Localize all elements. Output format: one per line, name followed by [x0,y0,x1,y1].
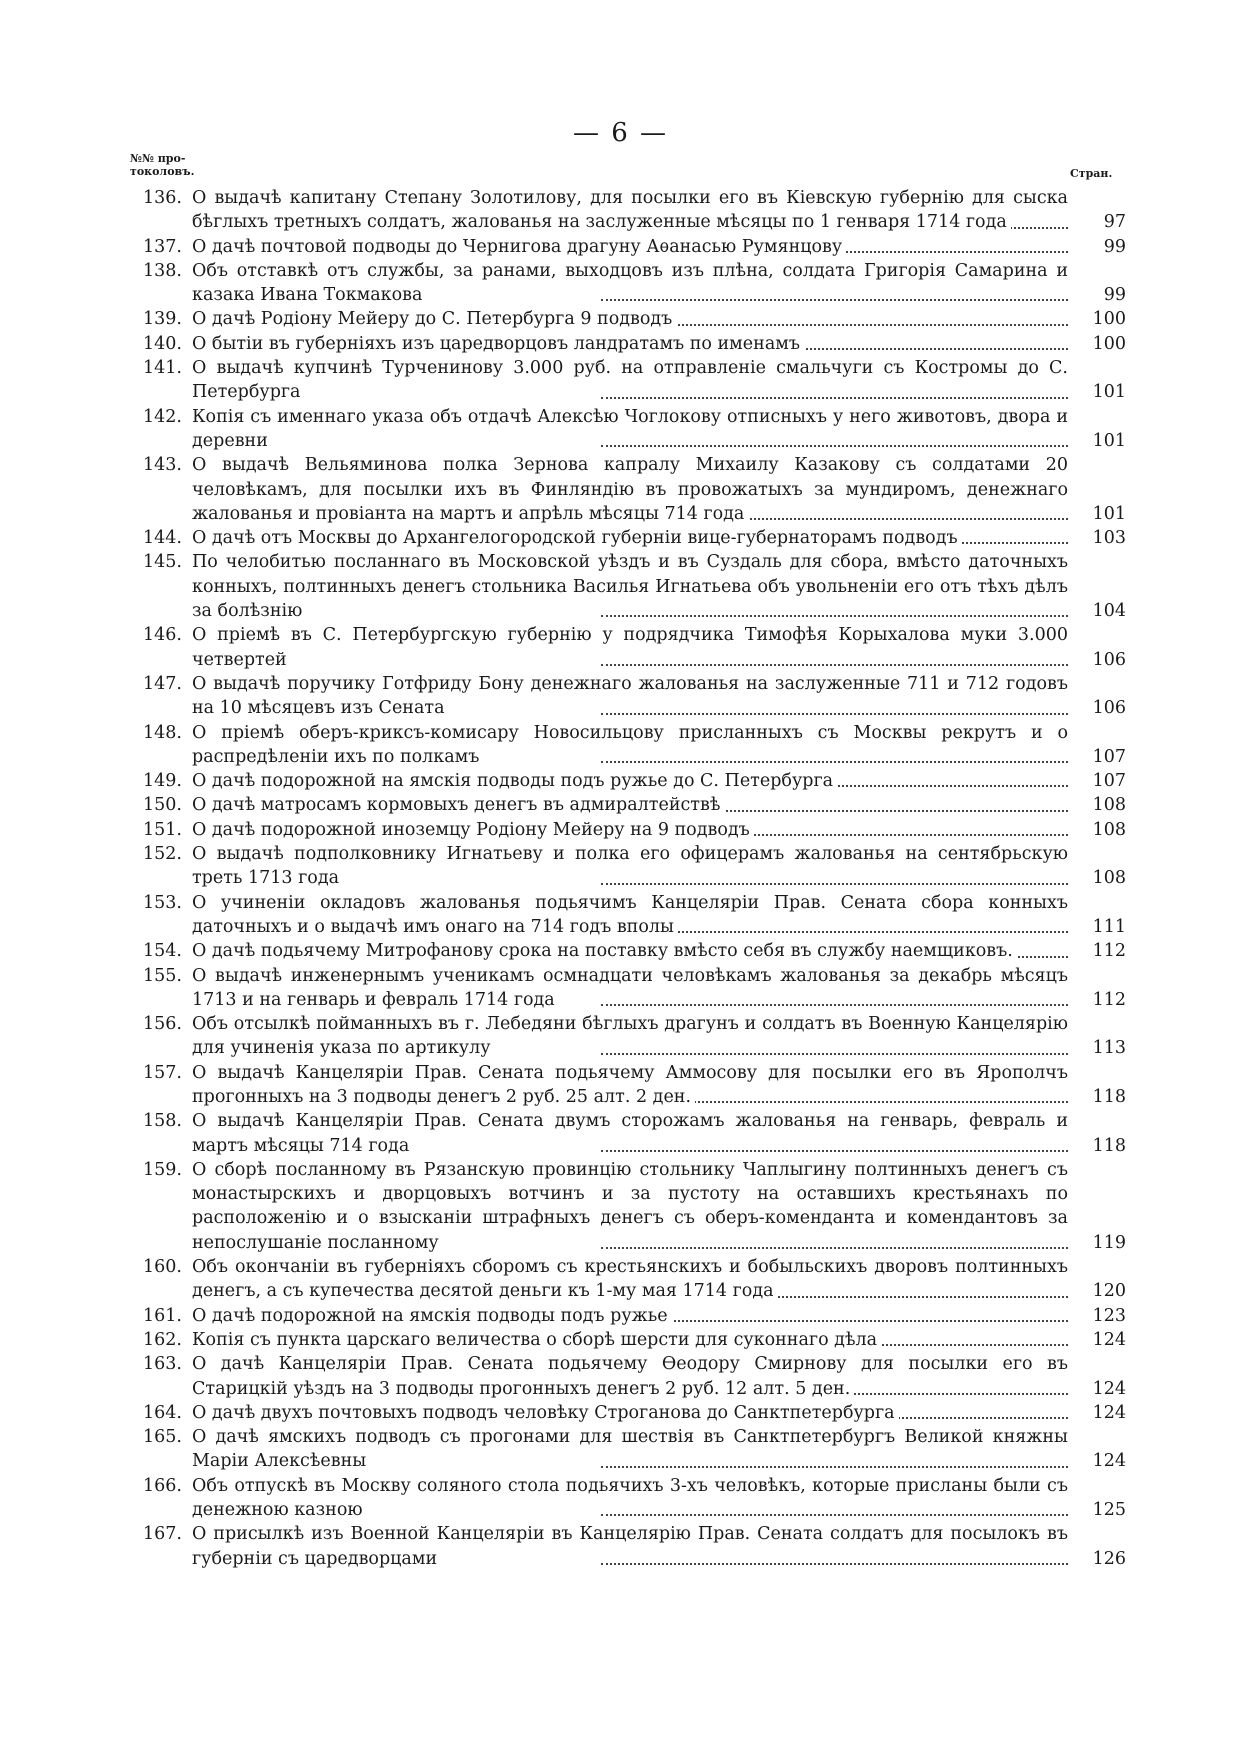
entry-body [192,891,1126,940]
entry-text: О дачѣ подьячему Митрофанову срока на поставку вмѣсто себя въ службу наемщиковъ. [192,941,1017,961]
entry-body [192,550,1126,623]
toc-entry [130,307,1126,331]
entry-number: 167. [143,1524,182,1545]
entry-body [192,356,1126,405]
toc-entry [130,1401,1126,1425]
entry-number: 155. [143,965,182,986]
entry-text: По челобитью посланнаго въ Московской уѣздъ и въ Суздаль для сбора, вмѣсто даточныхъ конныхъ, полтинныхъ денегъ стольника Василья Игнатьева объ увольненіи его отъ тѣхъ дѣлъ за болѣзнію [192,552,1068,622]
entry-body [192,1158,1126,1255]
toc-entry [130,1255,1126,1304]
entry-text: О выдачѣ поручику Готфриду Бону денежнаго жалованья на заслуженные 711 и 712 годовъ на 10 мѣсяцевъ изъ Сената [192,673,1068,719]
entry-body [192,259,1126,308]
entry-number: 139. [143,309,182,330]
entry-page: 99 [1072,283,1126,307]
toc-entry [130,332,1126,356]
page-number: — 6 — [572,118,669,148]
entry-number: 140. [143,333,182,354]
entry-text: Объ отпускѣ въ Москву соляного стола подьячихъ 3-хъ человѣкъ, которые присланы были съ денежною казною [192,1475,1068,1521]
entry-page: 112 [1072,988,1126,1012]
entry-page: 124 [1072,1328,1126,1352]
entry-page: 113 [1072,1036,1126,1060]
entry-text: О присылкѣ изъ Военной Канцеляріи въ Канцелярію Прав. Сената солдатъ для посылокъ въ губерніи съ царедворцами [192,1524,1068,1569]
entry-page: 99 [1072,235,1126,259]
entry-number: 142. [143,406,182,427]
entry-body [192,1474,1126,1523]
entry-text: О дачѣ почтовой подводы до Чернигова драгуну Аѳанасью Румянцову [192,237,846,257]
entry-number: 160. [143,1257,182,1278]
entry-number: 151. [143,819,182,840]
entry-number: 164. [143,1402,182,1423]
entry-body [192,1304,1126,1328]
entry-number: 166. [143,1475,182,1496]
entry-body [192,1109,1126,1158]
toc-entry [130,453,1126,526]
entry-number: 144. [143,528,182,549]
entry-page: 101 [1072,380,1126,404]
entry-text: О дачѣ подорожной на ямскія подводы подъ ружье до С. Петербурга [192,771,837,791]
page-column-header: Стран. [1070,167,1113,180]
toc-entry [130,405,1126,454]
entry-number: 147. [143,673,182,694]
toc-entry [130,818,1126,842]
entry-body [192,1328,1126,1352]
toc-entry [130,1061,1126,1110]
entry-text: О сборѣ посланному въ Рязанскую провинцію стольнику Чаплыгину полтинныхъ денегъ съ монастырскихъ и дворцовыхъ вотчинъ и за пустоту на оставшихъ крестьянахъ по расположенію и о взысканіи штрафныхъ денегъ съ оберъ-коменданта и комендантовъ за непослушаніе посланному [192,1159,1068,1253]
entry-page: 106 [1072,648,1126,672]
toc-entry [130,793,1126,817]
entry-page: 126 [1072,1547,1126,1571]
entry-page: 101 [1072,429,1126,453]
entry-text: Копія съ пункта царскаго величества о сборѣ шерсти для суконнаго дѣла [192,1330,881,1350]
entry-body [192,964,1126,1013]
entry-page: 124 [1072,1401,1126,1425]
entry-body [192,939,1126,963]
entry-body [192,818,1126,842]
entry-text: О выдачѣ Канцеляріи Прав. Сената подьячему Аммосову для посылки его въ Ярополчъ прогонныхъ на 3 подводы денегъ 2 руб. 25 алт. 2 ден. [192,1062,1068,1107]
toc-entry [130,939,1126,963]
toc-entry [130,891,1126,940]
toc-entry [130,672,1126,721]
entry-body [192,526,1126,550]
entry-text: О дачѣ Канцеляріи Прав. Сената подьячему Ѳеодору Смирнову для посылки его въ Старицкій уѣздъ на 3 подводы прогонныхъ денегъ 2 руб. 12 алт. 5 ден. [192,1354,1068,1399]
entry-body [192,307,1126,331]
entry-number: 165. [143,1427,182,1448]
entry-page: 104 [1072,599,1126,623]
entry-page: 103 [1072,526,1126,550]
entry-page: 123 [1072,1304,1126,1328]
entry-number: 156. [143,1014,182,1035]
entry-body [192,1401,1126,1425]
entry-body [192,793,1126,817]
entry-number: 161. [143,1305,182,1326]
toc-entry [130,1158,1126,1255]
entry-page: 124 [1072,1377,1126,1401]
toc-entry [130,1522,1126,1571]
entry-page: 106 [1072,696,1126,720]
entry-body [192,842,1126,891]
entry-number: 148. [143,722,182,743]
entry-text: О дачѣ подорожной на ямскія подводы подъ ружье [192,1306,672,1326]
toc-entry [130,1352,1126,1401]
entry-body [192,1061,1126,1110]
entry-body [192,405,1126,454]
entry-text: О дачѣ Родіону Мейеру до С. Петербурга 9 подводъ [192,309,676,329]
toc-entry [130,1304,1126,1328]
entry-body [192,1425,1126,1474]
entry-text: Копія съ именнаго указа объ отдачѣ Алексѣю Чоглокову отписныхъ у него животовъ, двора и деревни [192,406,1068,451]
entry-text: Объ окончаніи въ губерніяхъ сборомъ съ крестьянскихъ и бобыльскихъ дворовъ полтинныхъ денегъ, а съ купечества десятой деньги къ 1-му мая 1714 года [192,1257,1068,1302]
entry-text: О дачѣ ямскихъ подводъ съ прогонами для шествія въ Санктпетербургъ Великой княжны Маріи Алексѣевны [192,1427,1068,1472]
entry-page: 119 [1072,1231,1126,1255]
entry-page: 108 [1072,866,1126,890]
toc-entry [130,623,1126,672]
entry-page: 111 [1072,915,1126,939]
table-of-contents [130,186,1126,1571]
toc-entry [130,259,1126,308]
entry-body [192,672,1126,721]
entry-page: 101 [1072,502,1126,526]
entry-page: 100 [1072,332,1126,356]
entry-number: 136. [143,188,182,208]
entry-page: 125 [1072,1498,1126,1522]
entry-body [192,769,1126,793]
toc-entry [130,235,1126,259]
entry-body [192,186,1126,235]
entry-number: 152. [143,844,182,865]
entry-text: Объ отставкѣ отъ службы, за ранами, выходцовъ изъ плѣна, солдата Григорія Самарина и казака Ивана Токмакова [192,260,1068,306]
toc-entry [130,721,1126,770]
entry-number: 150. [143,795,182,816]
entry-text: О выдачѣ купчинѣ Турченинову 3.000 руб. на отправленіе смальчуги съ Костромы до С. Петербурга [192,358,1068,403]
entry-number: 162. [143,1329,182,1350]
entry-text: О выдачѣ капитану Степану Золотилову, для посылки его въ Кіевскую губернію для сыска бѣглыхъ третныхъ солдатъ, жалованья на заслуженные мѣсяцы по 1 генваря 1714 года [192,188,1068,233]
entry-text: О выдачѣ Канцеляріи Прав. Сената двумъ сторожамъ жалованья на генварь, февраль и мартъ мѣсяцы 714 года [192,1111,1068,1156]
entry-text: О дачѣ подорожной иноземцу Родіону Мейеру на 9 подводъ [192,820,754,840]
toc-entry [130,1328,1126,1352]
entry-text: О выдачѣ инженернымъ ученикамъ осмнадцати человѣкамъ жалованья за декабрь мѣсяцъ 1713 и на генварь и февраль 1714 года [192,965,1068,1010]
entry-number: 137. [143,236,182,257]
entry-text: О дачѣ матросамъ кормовыхъ денегъ въ адмиралтействѣ [192,795,724,815]
entry-number: 138. [143,260,182,281]
entry-page: 118 [1072,1085,1126,1109]
entry-text: О пріемѣ оберъ-криксъ-комисару Новосильцову присланныхъ съ Москвы рекрутъ и о распредѣленіи ихъ по полкамъ [192,722,1068,767]
entry-body [192,623,1126,672]
entry-page: 124 [1072,1449,1126,1473]
entry-body [192,1522,1126,1571]
entry-body [192,721,1126,770]
entry-number: 143. [143,455,182,476]
toc-entry [130,769,1126,793]
entry-number: 149. [143,771,182,792]
protocol-number-header-line1: №№ про- [130,152,186,165]
entry-body [192,453,1126,526]
toc-entry [130,1425,1126,1474]
protocol-number-column-header [130,152,194,178]
entry-text: О учиненіи окладовъ жалованья подьячимъ Канцеляріи Прав. Сената сбора конныхъ даточныхъ и о выдачѣ имъ онаго на 714 годъ вполы [192,892,1068,937]
entry-number: 158. [143,1111,182,1132]
entry-page: 100 [1072,307,1126,331]
entry-page: 108 [1072,818,1126,842]
entry-number: 159. [143,1159,182,1180]
toc-entry [130,186,1126,235]
entry-body [192,332,1126,356]
toc-entry [130,842,1126,891]
entry-number: 145. [143,552,182,573]
entry-number: 146. [143,625,182,646]
entry-body [192,1352,1126,1401]
entry-number: 141. [143,358,182,379]
entry-text: О выдачѣ подполковнику Игнатьеву и полка его офицерамъ жалованья на сентябрьскую треть 1713 года [192,844,1068,889]
toc-entry [130,1109,1126,1158]
entry-page: 112 [1072,939,1126,963]
toc-entry [130,550,1126,623]
entry-text: Объ отсылкѣ пойманныхъ въ г. Лебедяни бѣглыхъ драгунъ и солдатъ въ Военную Канцелярію для учиненія указа по артикулу [192,1014,1068,1059]
toc-entry [130,526,1126,550]
entry-body [192,1255,1126,1304]
entry-body [192,1012,1126,1061]
toc-entry [130,356,1126,405]
entry-page: 108 [1072,793,1126,817]
entry-page: 97 [1072,210,1126,234]
entry-page: 120 [1072,1279,1126,1303]
toc-entry [130,1012,1126,1061]
entry-body [192,235,1126,259]
entry-number: 153. [143,892,182,913]
entry-text: О дачѣ двухъ почтовыхъ подводъ человѣку Строганова до Санктпетербурга [192,1403,899,1423]
entry-text: О выдачѣ Вельяминова полка Зернова капралу Михаилу Казакову съ солдатами 20 человѣкамъ, для посылки ихъ въ Финляндію въ провожатыхъ за мундиромъ, денежнаго жалованья и провіанта на мартъ и апрѣль мѣсяцы 714 года [192,455,1068,524]
toc-entry [130,964,1126,1013]
entry-number: 163. [143,1354,182,1375]
entry-text: О пріемѣ въ С. Петербургскую губернію у подрядчика Тимофѣя Корыхалова муки 3.000 четвертей [192,625,1068,670]
entry-text: О бытіи въ губерніяхъ изъ царедворцовъ ландратамъ по именамъ [192,334,804,354]
entry-page: 107 [1072,769,1126,793]
protocol-number-header-line2: токоловъ. [130,165,195,178]
entry-page: 118 [1072,1134,1126,1158]
entry-number: 157. [143,1062,182,1083]
entry-page: 107 [1072,745,1126,769]
entry-number: 154. [143,941,182,962]
entry-text: О дачѣ отъ Москвы до Архангелогородской губерніи вице-губернаторамъ подводъ [192,528,962,548]
toc-entry [130,1474,1126,1523]
